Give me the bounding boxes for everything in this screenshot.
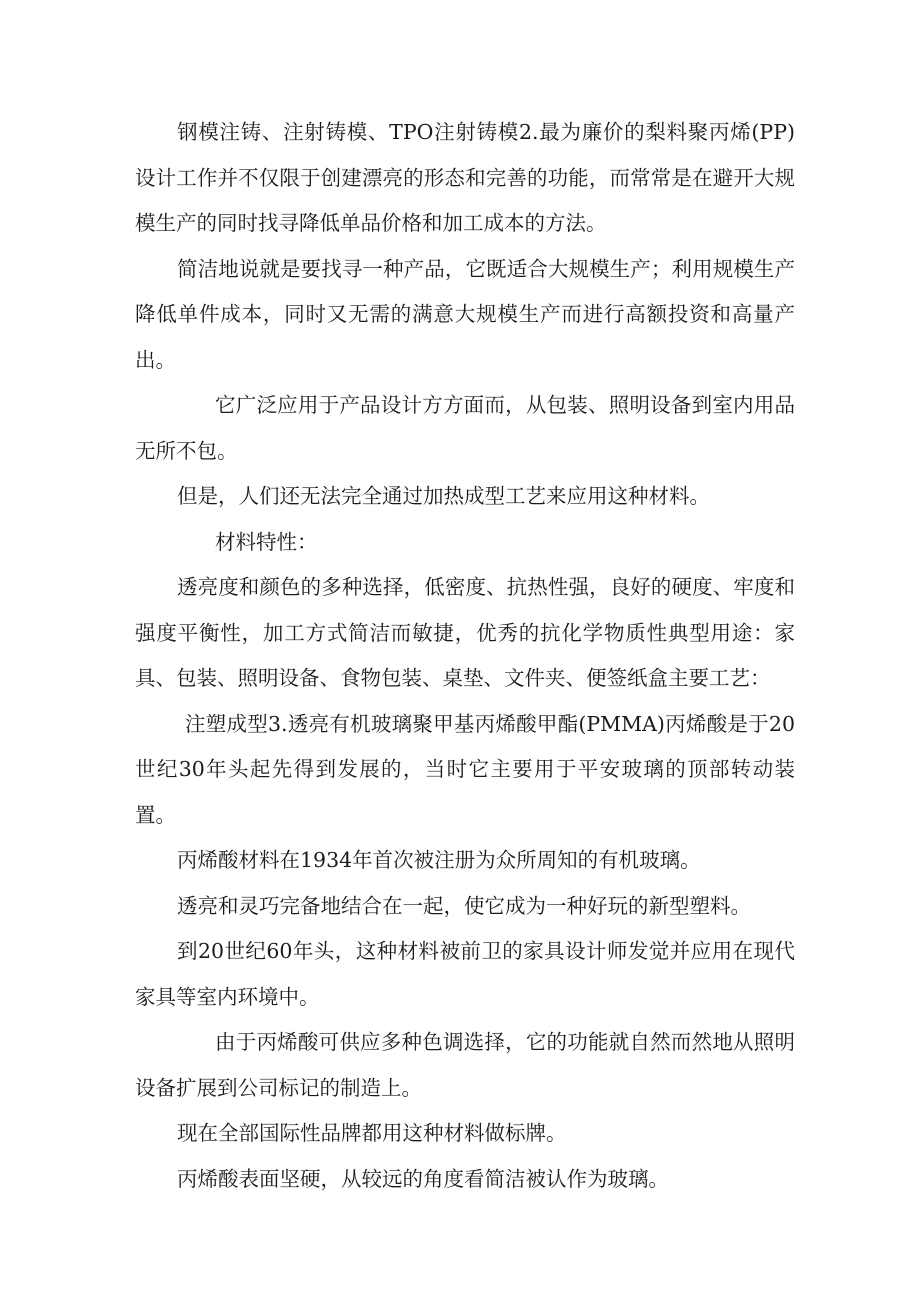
- section-heading: 材料特性：: [215, 529, 318, 554]
- document-body: [135, 110, 795, 1202]
- paragraph: 它广泛应用于产品设计方方面而，从包装、照明设备到室内用品无所不包。: [135, 393, 795, 463]
- paragraph: 透亮和灵巧完备地结合在一起，使它成为一种好玩的新型塑料。: [177, 893, 751, 918]
- paragraph: 透亮度和颜色的多种选择，低密度、抗热性强，良好的硬度、牢度和强度平衡性，加工方式简洁而敏捷，优秀的抗化学物质性典型用途：家具、包装、照明设备、食物包装、桌垫、文件夹、便签纸盒主要工艺：: [135, 575, 795, 690]
- paragraph: 简洁地说就是要找寻一种产品，它既适合大规模生产；利用规模生产降低单件成本，同时又无需的满意大规模生产而进行高额投资和高量产出。: [135, 256, 795, 372]
- paragraph: 到20世纪60年头，这种材料被前卫的家具设计师发觉并应用在现代家具等室内环境中。: [135, 939, 795, 1009]
- paragraph: 现在全部国际性品牌都用这种材料做标牌。: [177, 1121, 567, 1145]
- paragraph: 丙烯酸表面坚硬，从较远的角度看简洁被认作为玻璃。: [177, 1166, 669, 1191]
- paragraph: 丙烯酸材料在1934年首次被注册为众所周知的有机玻璃。: [177, 848, 701, 872]
- paragraph: 注塑成型3.透亮有机玻璃聚甲基丙烯酸甲酯(PMMA)丙烯酸是于20世纪30年头起先得到发展的，当时它主要用于平安玻璃的顶部转动装置。: [135, 711, 795, 827]
- paragraph: 钢模注铸、注射铸模、TPO注射铸模2.最为廉价的梨料聚丙烯(PP)设计工作并不仅限于创建漂亮的形态和完善的功能，而常常是在避开大规模生产的同时找寻降低单品价格和加工成本的方法。: [135, 120, 795, 235]
- paragraph: 由于丙烯酸可供应多种色调选择，它的功能就自然而然地从照明设备扩展到公司标记的制造上。: [135, 1030, 795, 1100]
- paragraph: 但是，人们还无法完全通过加热成型工艺来应用这种材料。: [177, 484, 710, 508]
